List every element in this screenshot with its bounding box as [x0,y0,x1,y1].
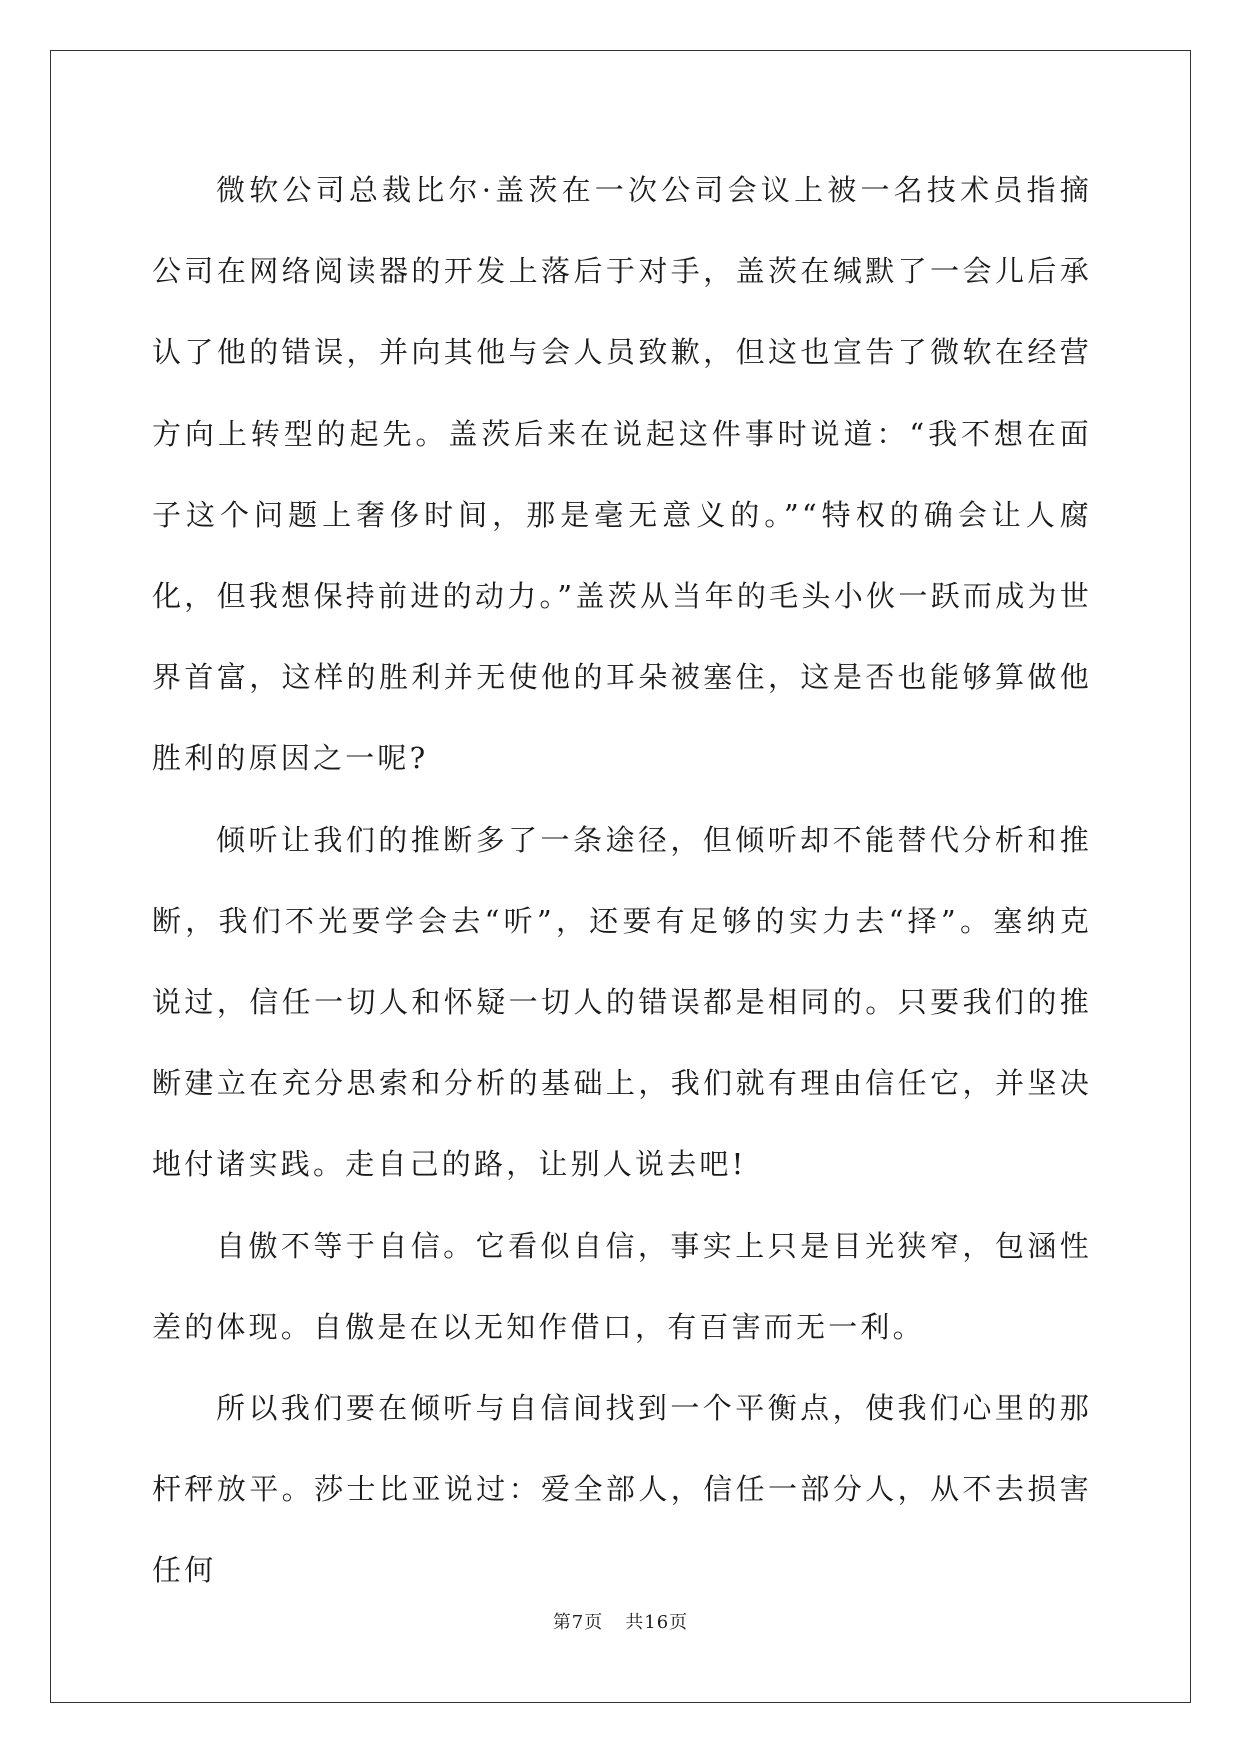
paragraph-1: 微软公司总裁比尔·盖茨在一次公司会议上被一名技术员指摘公司在网络阅读器的开发上落后于对手，盖茨在缄默了一会儿后承认了他的错误，并向其他与会人员致歉，但这也宣告了微软在经营方向上转型的起先。盖茨后来在说起这件事时说道：“我不想在面子这个问题上奢侈时间，那是毫无意义的。”“特权的确会让人腐化，但我想保持前进的动力。”盖茨从当年的毛头小伙一跃而成为世界首富，这样的胜利并无使他的耳朵被塞住，这是否也能够算做他胜利的原因之一呢? [152,173,1092,776]
document-body [152,150,1092,1612]
paragraph-3: 自傲不等于自信。它看似自信，事实上只是目光狭窄，包涵性差的体现。自傲是在以无知作借口，有百害而无一利。 [152,1228,1092,1344]
page-footer [0,1608,1241,1634]
paragraph-4: 所以我们要在倾听与自信间找到一个平衡点，使我们心里的那杆秤放平。莎士比亚说过：爱全部人，信任一部分人，从不去损害任何 [152,1391,1092,1588]
page-number: 第7页 [552,1612,604,1633]
page-total: 共16页 [625,1612,689,1633]
paragraph-2: 倾听让我们的推断多了一条途径，但倾听却不能替代分析和推断，我们不光要学会去“听”，还要有足够的实力去“择”。塞纳克说过，信任一切人和怀疑一切人的错误都是相同的。只要我们的推断建立在充分思索和分析的基础上，我们就有理由信任它，并坚决地付诸实践。走自己的路，让别人说去吧! [152,822,1092,1182]
